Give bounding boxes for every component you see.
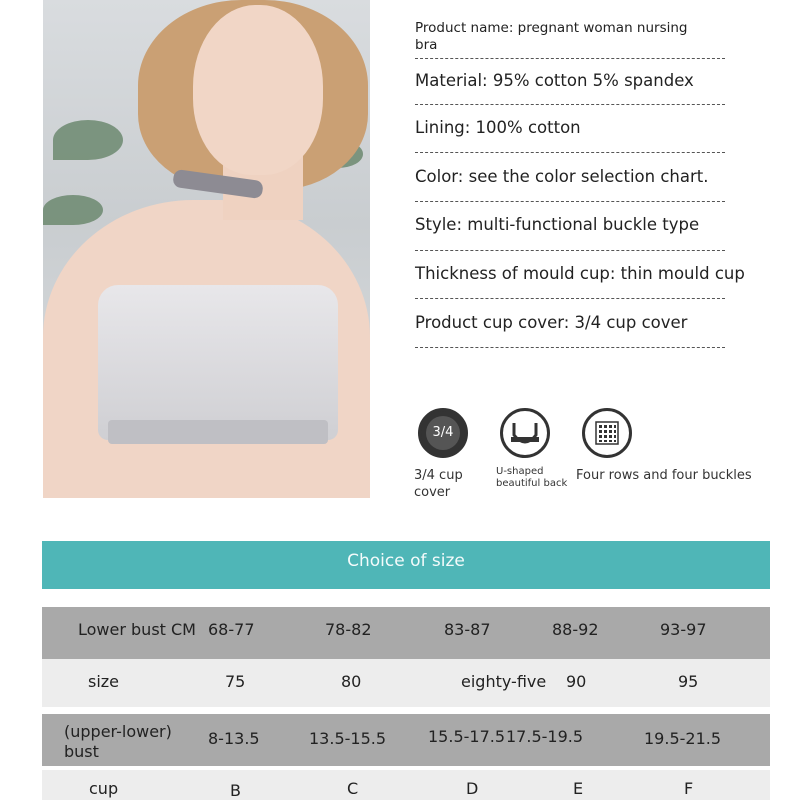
divider [415, 250, 725, 251]
bra-band [108, 420, 328, 444]
table-cell: 90 [566, 672, 587, 691]
divider [415, 347, 725, 348]
table-cell: eighty-five [461, 672, 547, 691]
product-photo [43, 0, 370, 498]
u-shaped-back-icon [500, 408, 550, 458]
table-row-size [42, 659, 770, 707]
divider [415, 58, 725, 59]
spec-material: Material: 95% cotton 5% spandex [415, 71, 694, 90]
spec-color: Color: see the color selection chart. [415, 167, 709, 186]
spec-text: bra [415, 37, 438, 53]
table-row-lower-bust [42, 607, 770, 659]
leaf-decoration [53, 120, 123, 160]
feature-text: U-shaped [496, 466, 544, 477]
spec-style: Style: multi-functional buckle type [415, 215, 700, 234]
row-label: size [88, 672, 120, 691]
buckle-grid [585, 411, 629, 455]
table-cell: 68-77 [208, 620, 255, 639]
spec-thickness: Thickness of mould cup: thin mould cup [415, 264, 745, 283]
feature-text: beautiful back [496, 478, 568, 489]
divider [415, 152, 725, 153]
table-cell: C [347, 779, 359, 798]
table-cell: 80 [341, 672, 362, 691]
row-label: Lower bust CM [78, 620, 196, 639]
leaf-decoration [43, 195, 103, 225]
feature-text: 3/4 cup [414, 468, 463, 483]
divider [415, 201, 725, 202]
model-face [193, 5, 323, 175]
table-cell: 93-97 [660, 620, 707, 639]
divider [415, 104, 725, 105]
table-cell: 19.5-21.5 [644, 729, 722, 748]
four-rows-buckles-icon [582, 408, 632, 458]
feature-text: cover [414, 485, 451, 500]
table-cell: 8-13.5 [208, 729, 260, 748]
table-cell: 13.5-15.5 [309, 729, 387, 748]
spec-lining: Lining: 100% cotton [415, 118, 581, 137]
row-label-text: bust [64, 742, 99, 761]
table-cell: E [573, 779, 584, 798]
table-cell: 17.5-19.5 [506, 727, 584, 746]
feature-label-buckles: Four rows and four buckles [576, 468, 752, 483]
feature-label-back [496, 466, 567, 490]
table-cell: 75 [225, 672, 246, 691]
row-label [64, 722, 184, 762]
divider [415, 298, 725, 299]
table-row-cup [42, 770, 770, 800]
table-cell: D [466, 779, 479, 798]
feature-label-cup [414, 467, 463, 501]
spec-product-name [415, 20, 755, 54]
table-cell: F [684, 779, 694, 798]
three-quarter-cup-icon [418, 408, 468, 458]
table-cell: 78-82 [325, 620, 372, 639]
table-row-bust-difference [42, 714, 770, 766]
spec-cup-cover: Product cup cover: 3/4 cup cover [415, 313, 688, 332]
row-label-text: (upper-lower) [64, 722, 172, 741]
row-label: cup [89, 779, 119, 798]
nursing-bra [98, 285, 338, 440]
table-cell: B [230, 781, 241, 800]
spec-text: Product name: pregnant woman nursing [415, 20, 688, 36]
table-cell: 15.5-17.5 [428, 727, 506, 746]
icon-label: 3/4 [426, 416, 460, 450]
table-cell: 95 [678, 672, 699, 691]
table-cell: 88-92 [552, 620, 599, 639]
table-cell: 83-87 [444, 620, 491, 639]
size-banner: Choice of size [42, 541, 770, 589]
u-back-shape [503, 411, 547, 455]
